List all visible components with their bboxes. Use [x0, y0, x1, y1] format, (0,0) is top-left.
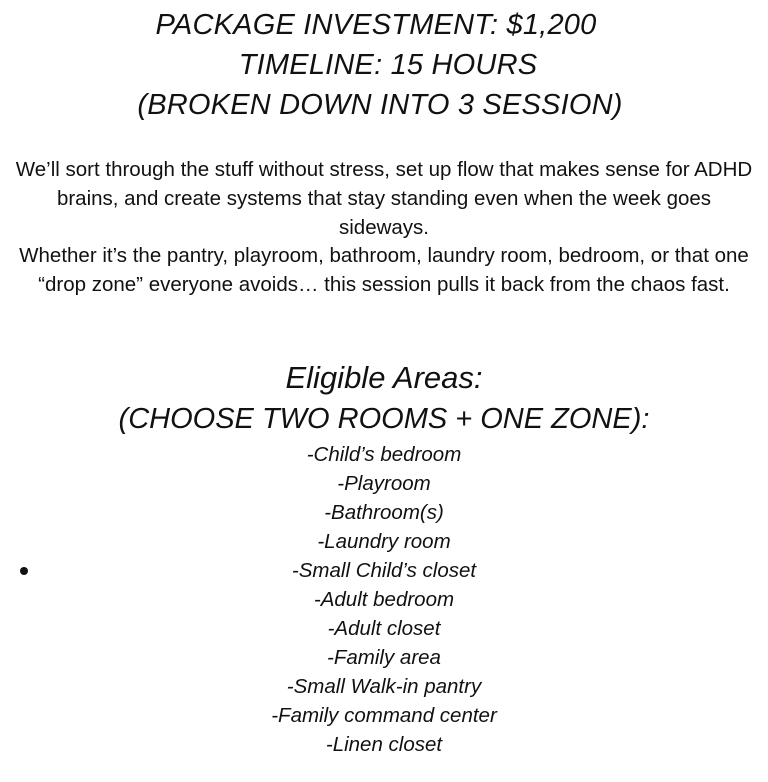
- list-item: [0, 498, 768, 527]
- sessions-heading: (BROKEN DOWN INTO 3 SESSION): [137, 89, 623, 121]
- list-item: [0, 701, 768, 730]
- list-item-label: -Laundry room: [317, 530, 451, 553]
- list-item: [0, 730, 768, 759]
- eligible-areas-subtitle: (CHOOSE TWO ROOMS + ONE ZONE):: [118, 403, 650, 435]
- list-item-label: -Child’s bedroom: [306, 443, 462, 466]
- list-item-label: -Small Walk-in pantry: [286, 675, 482, 698]
- list-item: [0, 440, 768, 469]
- timeline-heading: TIMELINE: 15 HOURS: [238, 49, 538, 81]
- list-item: [0, 556, 768, 585]
- list-item-label: -Adult bedroom: [313, 588, 455, 611]
- eligible-areas-list: [0, 440, 768, 759]
- list-item: [0, 614, 768, 643]
- bullet-dot-icon: [20, 567, 28, 575]
- list-item: [0, 672, 768, 701]
- list-item-label: -Small Child’s closet: [291, 559, 477, 582]
- list-item: [0, 469, 768, 498]
- list-item-label: -Linen closet: [325, 733, 443, 756]
- list-item-label: -Family command center: [271, 704, 497, 727]
- list-item-label: -Adult closet: [327, 617, 441, 640]
- list-item-label: -Playroom: [337, 472, 431, 495]
- list-item-label: -Bathroom(s): [324, 501, 444, 524]
- description-paragraph: We’ll sort through the stuff without stress, set up flow that makes sense for ADHD brains, and create systems that stay standing even when the week goes sideways.: [15, 158, 753, 239]
- list-item: [0, 585, 768, 614]
- eligible-areas-title: Eligible Areas:: [285, 360, 483, 395]
- package-investment-heading: PACKAGE INVESTMENT: $1,200: [155, 9, 597, 41]
- list-item: [0, 643, 768, 672]
- description-paragraph-2: Whether it’s the pantry, playroom, bathroom, laundry room, bedroom, or that one “drop zone” everyone avoids… this session pulls it back from the chaos fast.: [19, 244, 749, 296]
- list-item-label: -Family area: [327, 646, 441, 669]
- list-item: [0, 527, 768, 556]
